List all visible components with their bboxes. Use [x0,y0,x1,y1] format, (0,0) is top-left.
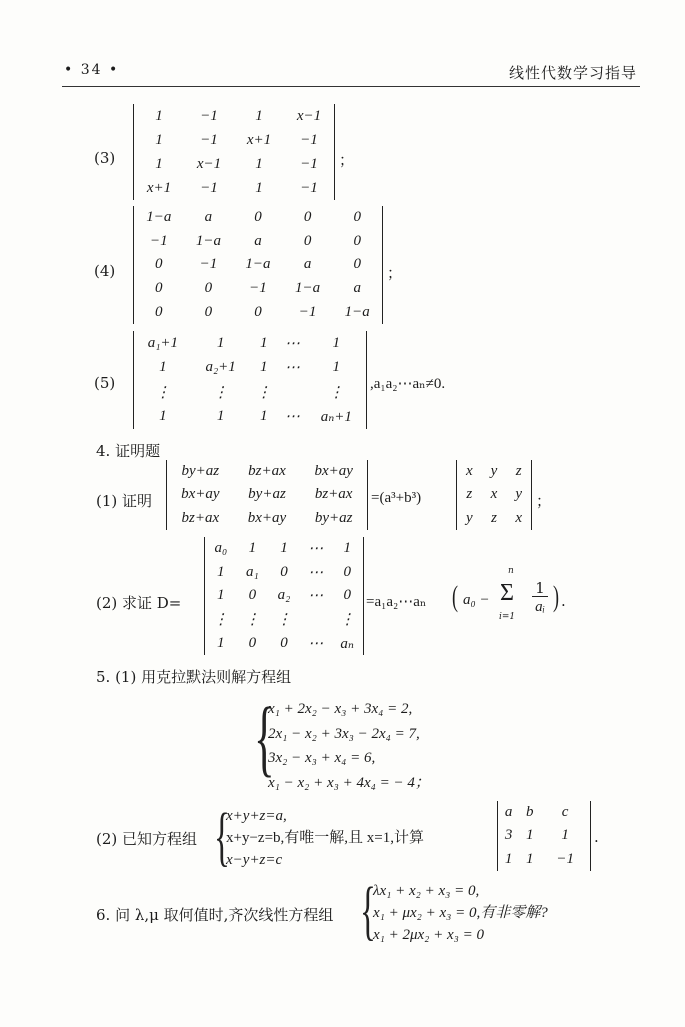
matrix-row [134,230,382,254]
matrix-entry: bz+ax [181,509,220,526]
matrix-entry: by+az [314,509,353,526]
equation-line: x₁ + 2μx₂ + x₃ = 0 [373,927,485,943]
equation-line: x+y+z=a, [226,808,287,824]
matrix-entry: 1 [260,408,268,425]
matrix-entry: by+az [181,463,220,480]
equation-line: 2x₁ − x₂ + 3x₃ − 2x₄ = 7, [268,725,420,742]
matrix-entry: 0 [280,563,288,580]
matrix-entry: ⋯ [284,409,300,426]
item-3-3-label: (3) [94,149,116,167]
matrix-entry: a₂ [277,587,291,604]
item-3-4-label: (4) [94,262,116,280]
matrix-entry [278,380,307,405]
matrix-row [134,405,366,430]
matrix-row [167,460,367,483]
matrix-row [134,277,382,301]
problem-5-heading: 5. (1) 用克拉默法则解方程组 [96,668,292,686]
fraction-numerator: 1 [532,580,548,597]
determinant-4-1-right [456,460,532,530]
matrix-entry: ⋯ [308,541,324,558]
problem-4-1-label: (1) 证明 [96,492,153,510]
matrix-row [498,848,590,871]
matrix-row [205,561,363,585]
matrix-row [134,331,366,356]
determinant-3-3 [133,104,335,200]
matrix-row [134,176,334,200]
matrix-entry: −1 [200,107,218,124]
matrix-entry: a [504,804,513,821]
matrix-entry: 0 [353,232,361,249]
matrix-entry: ⋮ [339,612,355,629]
matrix-entry: −1 [249,280,267,297]
matrix-entry: −1 [149,232,168,249]
problem-4-heading: 4. 证明题 [96,442,161,460]
header-rule [62,86,640,87]
determinant-3-4 [133,206,383,324]
matrix-row [498,824,590,847]
matrix-row [134,206,382,230]
matrix-row [134,300,382,324]
matrix-entry: 0 [248,634,257,651]
matrix-entry: 1 [561,827,569,844]
matrix-entry: bx+ay [314,463,353,480]
running-title: 线性代数学习指导 [508,64,637,82]
matrix-entry: x−1 [296,107,322,124]
matrix-entry: 0 [204,280,213,297]
matrix-entry: a₁ [246,563,259,580]
equation-line: x₁ + μx₂ + x₃ = 0,有非零解? [373,905,548,921]
item-3-3-semicolon: ； [339,151,355,169]
matrix-entry: 1 [525,850,534,867]
matrix-entry: 0 [280,634,288,651]
matrix-entry: z [515,463,522,480]
problem-4-2-product: =a₁a₂⋯aₙ [366,594,427,610]
matrix-entry: a [353,280,361,297]
matrix-entry: a [254,232,262,249]
matrix-entry: 1 [155,155,163,172]
matrix-entry: −1 [200,179,218,196]
matrix-entry: 1 [155,107,163,124]
matrix-entry: 0 [155,256,163,273]
matrix-entry: 1−a [245,256,271,273]
matrix-entry: 1 [260,334,268,351]
matrix-entry: 3 [504,827,513,844]
matrix-entry: ⋮ [256,384,272,401]
matrix-entry: 1−a [195,232,221,249]
matrix-entry: 1 [159,359,167,376]
determinant-4-2 [204,537,364,655]
matrix-entry: 0 [303,232,312,249]
matrix-entry: y [490,463,498,480]
matrix-entry: y [465,509,473,526]
matrix-row [205,608,363,632]
matrix-entry: x+1 [246,131,272,148]
matrix-entry: 1 [343,540,351,557]
matrix-entry: x+1 [146,179,172,196]
matrix-entry: 0 [254,209,262,226]
matrix-entry: −1 [300,179,318,196]
fraction-denominator: aᵢ [535,599,545,615]
matrix-entry: aₙ+1 [320,409,352,426]
problem-5-2-period: . [594,828,599,846]
item-3-4-semicolon: ； [387,264,403,282]
matrix-entry: x−1 [196,155,222,172]
problem-4-2-label: (2) 求证 D= [96,594,182,612]
problem-5-2-label: (2) 已知方程组 [96,830,198,848]
matrix-entry: 0 [204,303,213,320]
item-3-5-label: (5) [94,374,116,392]
matrix-entry: −1 [199,256,218,273]
matrix-entry: by+az [248,486,286,503]
matrix-entry: −1 [300,155,318,172]
matrix-entry: 1 [280,540,288,557]
matrix-entry: 1 [155,131,163,148]
matrix-entry: 0 [343,563,351,580]
matrix-entry: a [303,256,312,273]
matrix-entry: 1 [216,408,225,425]
matrix-entry: ⋮ [244,612,260,629]
matrix-entry: 0 [155,303,163,320]
matrix-entry: b [525,804,534,821]
matrix-entry: 0 [353,256,361,273]
matrix-entry: ⋯ [284,360,300,377]
problem-4-1-semicolon: ； [536,492,552,510]
matrix-row [134,104,334,128]
matrix-entry: 1 [332,334,341,351]
matrix-row [205,631,363,655]
matrix-entry: 1 [260,359,268,376]
equation-line: x₁ − x₂ + x₃ + 4x₄ = − 4； [268,774,430,791]
matrix-entry: z [491,509,497,526]
problem-4-1-factor: =(a³+b³) [371,490,422,506]
system-brace-5-2: { [214,800,230,873]
matrix-entry: ⋮ [213,384,229,401]
matrix-row [457,460,531,483]
matrix-row [205,537,363,561]
matrix-entry: a₂+1 [205,359,236,376]
matrix-entry: ⋯ [308,635,324,652]
matrix-entry: x [465,463,473,480]
matrix-entry: aₙ [340,635,354,652]
system-5-2 [226,805,424,871]
matrix-entry: ⋮ [155,384,171,401]
matrix-entry: −1 [556,850,574,867]
matrix-row [457,507,531,530]
matrix-row [134,380,366,405]
matrix-entry: bx+ay [247,509,287,526]
matrix-entry: bx+ay [181,486,220,503]
matrix-entry: y [515,486,522,503]
matrix-entry: a₁+1 [147,334,179,351]
sum-lower-limit: i=1 [499,612,516,622]
matrix-row [167,507,367,530]
matrix-row [498,801,590,824]
matrix-entry: 1 [525,827,534,844]
matrix-entry: 0 [254,303,262,320]
matrix-entry: 1 [217,634,225,651]
determinant-3-5 [133,331,367,429]
matrix-entry [300,608,332,632]
matrix-entry: 0 [343,587,351,604]
equation-line: x+y−z=b,有唯一解,且 x=1,计算 [226,830,424,846]
matrix-entry: ⋯ [308,588,324,605]
matrix-entry: 1 [217,587,225,604]
matrix-entry: x [490,486,498,503]
matrix-entry: 1 [217,563,225,580]
matrix-entry: 1−a [344,303,370,320]
matrix-entry: bz+ax [314,486,353,503]
matrix-entry: 0 [353,209,361,226]
system-5-1 [268,697,430,795]
matrix-entry: ⋯ [308,564,324,581]
matrix-entry: 1−a [146,209,172,226]
matrix-row [134,152,334,176]
matrix-entry: ⋮ [276,612,292,629]
right-paren: ) [553,580,559,613]
matrix-entry: 0 [303,209,312,226]
matrix-entry: a [204,209,213,226]
matrix-row [167,483,367,506]
page-number: • 34 • [64,62,120,78]
equation-line: x−y+z=c [226,852,283,868]
matrix-entry: c [561,804,569,821]
matrix-entry: 1 [159,408,167,425]
equation-line: x₁ + 2x₂ − x₃ + 3x₄ = 2, [268,701,413,717]
matrix-entry: ⋮ [213,612,229,629]
matrix-entry: 1 [248,540,257,557]
matrix-entry: a₀ [214,540,228,557]
matrix-entry: 0 [155,280,163,297]
sum-upper-limit: n [508,566,514,576]
matrix-row [134,356,366,381]
matrix-entry: x [515,509,522,526]
matrix-entry: −1 [298,303,317,320]
matrix-entry: z [466,486,473,503]
matrix-entry: −1 [300,131,318,148]
left-paren: ( [452,580,458,613]
matrix-entry: 1 [255,155,263,172]
matrix-entry: bz+ax [248,463,286,480]
matrix-entry: 1 [332,359,341,376]
matrix-row [205,584,363,608]
matrix-entry: ⋯ [284,335,300,352]
item-3-5-condition: ,a₁a₂⋯aₙ≠0. [370,376,446,392]
matrix-entry: 1 [255,179,263,196]
system-6 [373,880,548,946]
system-brace-5-1: { [254,689,275,785]
determinant-5-2 [497,801,591,871]
matrix-row [134,128,334,152]
matrix-entry: 1 [504,850,513,867]
matrix-entry: ⋮ [328,384,344,401]
sigma-symbol: Σ [500,580,514,606]
problem-6-text: 6. 问 λ,μ 取何值时,齐次线性方程组 [96,906,334,924]
matrix-entry: 1 [216,334,225,351]
equation-line: λx₁ + x₂ + x₃ = 0, [373,883,480,899]
matrix-entry: 0 [248,587,257,604]
matrix-entry: 1−a [295,280,321,297]
matrix-row [457,483,531,506]
problem-4-2-a0-minus: a₀ − [463,592,490,608]
matrix-row [134,253,382,277]
system-brace-6: { [360,874,376,947]
matrix-entry: 1 [255,107,263,124]
equation-line: 3x₂ − x₃ + x₄ = 6, [268,750,376,766]
determinant-4-1-left [166,460,368,530]
matrix-entry: −1 [200,131,218,148]
problem-4-2-period: . [561,592,566,610]
